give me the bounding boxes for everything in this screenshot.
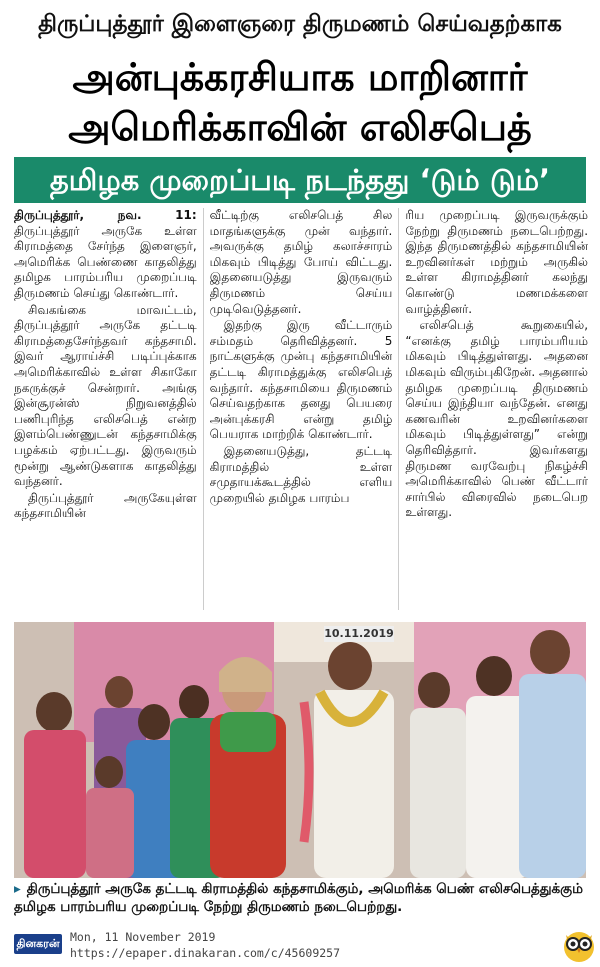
article-column-2 — [210, 208, 393, 610]
source-url[interactable]: https://epaper.dinakaran.com/c/45609257 — [70, 946, 341, 960]
article-body — [14, 208, 588, 610]
article-paragraph: இதற்கு இரு வீட்டாரும் சம்மதம் தெரிவித்தனர். 5 நாட்களுக்கு முன்பு கந்தசாமியின் தட்டடி கிராமத்துக்கு எலிசபெத் வந்தார். கந்தசாமியை திருமணம் செய்வதற்காக தனது பெயரை அன்புக்கரசி என்று தமிழ் பெயராக மாற்றிக் கொண்டார். — [209, 318, 393, 442]
article-column-3 — [405, 208, 588, 610]
caption-bullet-icon: ▸ — [14, 881, 21, 897]
article-paragraph: இதனையடுத்து, தட்டடி கிராமத்தில் உள்ள சமுதாயக்கூடத்தில் எளிய முறையில் தமிழக பாரம்ப — [209, 443, 393, 505]
article-paragraph: வீட்டிற்கு எலிசபெத் சில மாதங்களுக்கு முன் வந்தார். அவருக்கு தமிழ் கலாச்சாரம் மிகவும் பிடித்து போய் விட்டது. இதனையடுத்து இருவரும் திருமணம் செய்ய முடிவெடுத்தனர். — [209, 208, 393, 316]
publication-date: Mon, 11 November 2019 — [70, 930, 216, 944]
dinakaran-logo: தினகரன் — [14, 934, 62, 954]
article-paragraph: திருப்புத்தூர், நவ. 11: திருப்புத்தூர் அருகே உள்ள கிராமத்தை சேர்ந்த இளைஞர், அமெரிக்க பெண்ணை காதலித்து தமிழக பாரம்பரிய முறைப்படி திருமணம் செய்து கொண்டார். — [14, 208, 197, 300]
article-paragraph: ரிய முறைப்படி இருவருக்கும் நேற்று திருமணம் நடைபெற்றது. இந்த திருமணத்தில் கந்தசாமியின் உறவினர்கள் மற்றும் அருகில் உள்ள கிராமத்தினர் கலந்து கொண்டு மணமக்களை வாழ்த்தினர். — [405, 208, 589, 316]
article-column-1 — [14, 208, 197, 610]
photo-date-banner: 10.11.2019 — [324, 627, 394, 640]
column-divider — [203, 208, 204, 610]
wedding-photo-illustration — [14, 622, 586, 878]
article-paragraph: எலிசபெத் கூறுகையில், “எனக்கு தமிழ் பாரம்பரியம் மிகவும் பிடித்துள்ளது. அதனை மிகவும் விரும்புகிறேன். அதனால் தமிழக முறைப்படி திருமணம் செய்ய இந்தியா வந்தேன். எனது கணவரின் உறவினர்களை மிகவும் பிடித்துள்ளது” என்று தெரிவித்தார். இவர்களது திருமண வரவேற்பு நிகழ்ச்சி அமெரிக்காவில் பெண் வீட்டார் சார்பில் விரைவில் நடைபெற உள்ளது. — [405, 318, 589, 520]
kicker-headline: திருப்புத்தூர் இளைஞரை திருமணம் செய்வதற்காக — [38, 11, 562, 37]
dateline: திருப்புத்தூர், நவ. 11: — [14, 208, 197, 222]
main-headline — [0, 52, 600, 152]
article-paragraph: சிவகங்கை மாவட்டம், திருப்புத்தூர் அருகே தட்டடி கிராமத்தைசேர்ந்தவர் கந்தசாமி. இவர் ஆராய்ச்சி படிப்புக்காக அமெரிக்காவில் உள்ள சிகாகோ நகருக்குச் சென்றார். அங்கு இன்சூரன்ஸ் நிறுவனத்தில் பணிபுரிந்த எலிசபெத் என்ற இளம்பெண்ணுடன் கந்தசாமிக்கு பழக்கம் ஏற்பட்டது. இருவரும் மூன்று ஆண்டுகளாக காதலித்து வந்தனர். — [14, 302, 197, 489]
headline-line-2: அமெரிக்காவின் எலிசபெத் — [68, 105, 532, 149]
column-divider — [398, 208, 399, 610]
headline-line-1: அன்புக்கரசியாக மாறினார் — [72, 55, 528, 99]
footer — [0, 926, 600, 967]
caption-text: திருப்புத்தூர் அருகே தட்டடி கிராமத்தில் கந்தசாமிக்கும், அமெரிக்க பெண் எலிசபெத்துக்கும் தமிழக பாரம்பரிய முறைப்படி நேற்று திருமணம் நடைபெற்றது. — [14, 881, 583, 915]
subheadline-banner: தமிழக முறைப்படி நடந்தது ‘டும் டும்’ — [14, 157, 586, 203]
owl-mascot-icon — [562, 927, 596, 963]
wedding-photo — [14, 622, 586, 878]
photo-caption — [14, 880, 586, 916]
article-paragraph: திருப்புத்தூர் அருகேயுள்ள கந்தசாமியின் — [14, 490, 197, 521]
footer-meta — [70, 929, 340, 961]
